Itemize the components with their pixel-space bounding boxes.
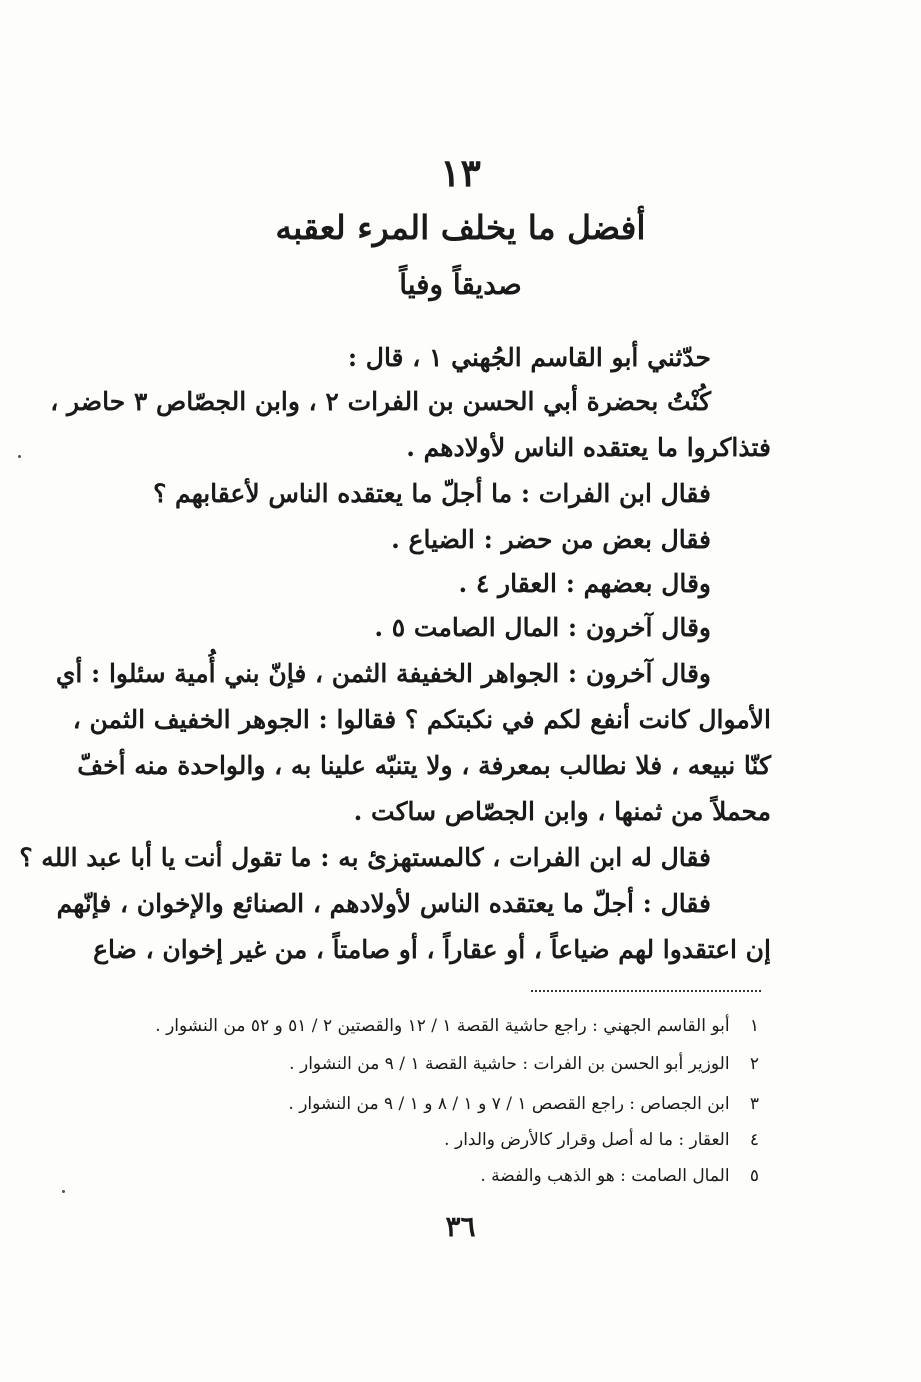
chapter-subtitle: صديقاً وفياً [399, 268, 522, 301]
footnote-2 [100, 1050, 759, 1078]
body-line: إن اعتقدوا لهم ضياعاً ، أو عقاراً ، أو صامتاً ، من غير إخوان ، ضاع [93, 935, 771, 964]
footnote-number: ٥ [749, 1166, 759, 1186]
footnote-text: العقار : ما له أصل وقرار كالأرض والدار . [444, 1130, 730, 1150]
footnote-number: ١ [749, 1016, 759, 1036]
body-line: فتذاكروا ما يعتقده الناس لأولادهم . [406, 433, 771, 462]
body-line: كُنْتُ بحضرة أبي الحسن بن الفرات ٢ ، وابن الجصّاص ٣ حاضر ، [50, 387, 711, 416]
body-line: وقال بعضهم : العقار ٤ . [458, 569, 711, 598]
footnote-number: ٢ [749, 1054, 759, 1074]
body-line: فقال له ابن الفرات ، كالمستهزئ به : ما تقول أنت يا أبا عبد الله ؟ [19, 843, 711, 872]
footnote-separator [531, 990, 761, 992]
body-line: فقال : أجلّ ما يعتقده الناس لأولادهم ، الصنائع والإخوان ، فإنّهم [56, 889, 711, 918]
footnote-4 [100, 1126, 759, 1154]
page-number: ٣٦ [445, 1210, 476, 1243]
footnote-text: ابن الجصاص : راجع القصص ١ / ٧ و ١ / ٨ و ١ / ٩ من النشوار . [288, 1094, 730, 1114]
body-line: كنّا نبيعه ، فلا نطالب بمعرفة ، ولا يتنبّه علينا به ، والواحدة منه أخفّ [77, 751, 771, 780]
footnote-text: أبو القاسم الجهني : راجع حاشية القصة ١ / ١٢ والقصتين ٢ / ٥١ و ٥٢ من النشوار . [155, 1016, 730, 1036]
body-line: فقال ابن الفرات : ما أجلّ ما يعتقده الناس لأعقابهم ؟ [153, 479, 711, 508]
body-line: وقال آخرون : الجواهر الخفيفة الثمن ، فإنّ بني أُمية سئلوا : أي [55, 659, 711, 688]
footnote-text: الوزير أبو الحسن بن الفرات : حاشية القصة ١ / ٩ من النشوار . [289, 1054, 730, 1074]
footnote-number: ٣ [749, 1094, 759, 1114]
chapter-title: أفضل ما يخلف المرء لعقبه [275, 208, 646, 247]
footnote-3 [100, 1090, 759, 1118]
body-line: فقال بعض من حضر : الضياع . [391, 525, 711, 554]
body-line: حدّثني أبو القاسم الجُهني ١ ، قال : [347, 343, 711, 372]
footnote-5 [100, 1162, 759, 1190]
footnote-text: المال الصامت : هو الذهب والفضة . [480, 1166, 730, 1186]
footnote-1 [100, 1012, 759, 1040]
body-line: وقال آخرون : المال الصامت ٥ . [374, 613, 711, 642]
scan-speck [62, 1190, 65, 1193]
scan-speck [18, 455, 21, 458]
chapter-number: ١٣ [440, 150, 481, 195]
body-line: محملاً من ثمنها ، وابن الجصّاص ساكت . [353, 797, 771, 826]
footnote-number: ٤ [749, 1130, 759, 1150]
body-line: الأموال كانت أنفع لكم في نكبتكم ؟ فقالوا : الجوهر الخفيف الثمن ، [72, 705, 771, 734]
